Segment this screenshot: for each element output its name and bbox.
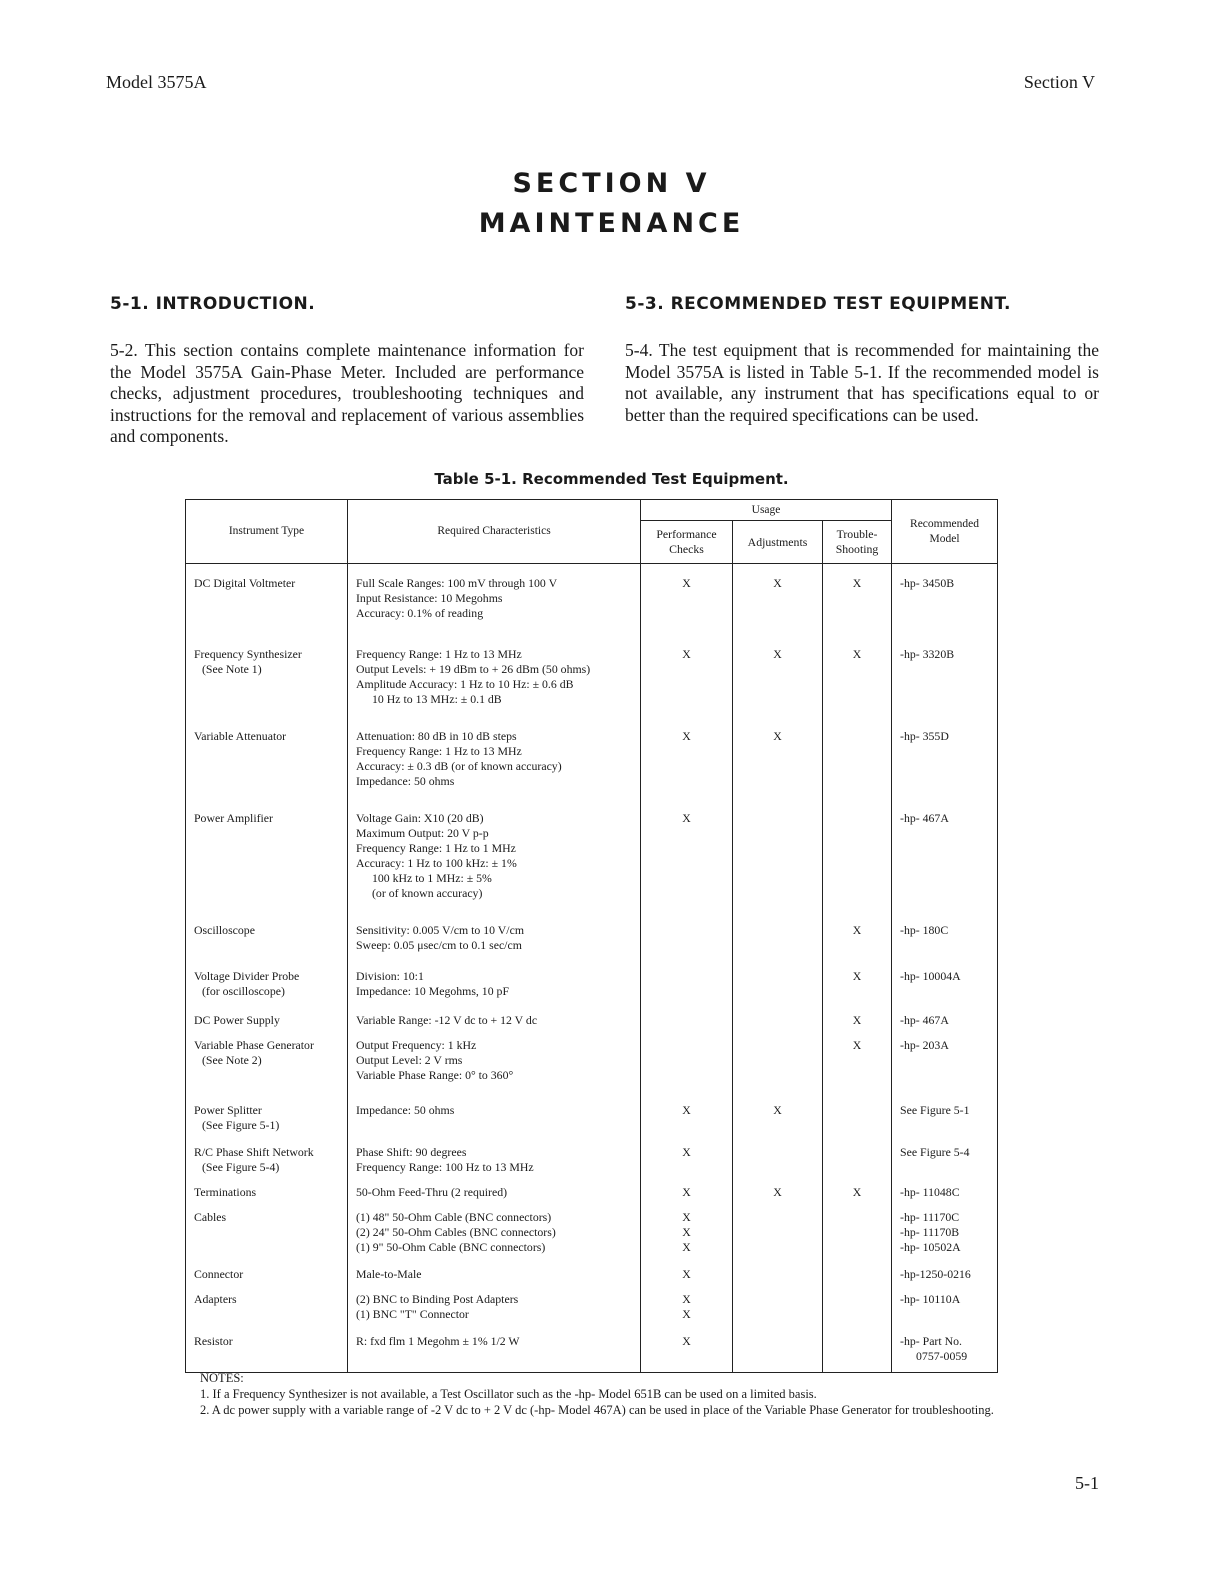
cell-instrument-type: [186, 789, 348, 901]
table-row: [186, 789, 998, 901]
table-row: [186, 1282, 998, 1322]
characteristic-line: Output Levels: + 19 dBm to + 26 dBm (50 ohms): [356, 662, 591, 676]
cell-usage-perf: X: [641, 707, 733, 789]
cell-usage-adj: [733, 1282, 823, 1322]
cell-usage-trbl: X: [823, 1175, 892, 1200]
cell-instrument-type: [186, 1133, 348, 1175]
instrument-name: Voltage Divider Probe: [194, 969, 300, 983]
header-usage: Usage: [641, 500, 892, 521]
cell-instrument-type: [186, 901, 348, 953]
cell-recommended-model: [892, 999, 998, 1028]
cell-recommended-model: [892, 564, 998, 622]
cell-recommended-model: [892, 1255, 998, 1282]
cell-usage-trbl: [823, 1282, 892, 1322]
note-1: 1. If a Frequency Synthesizer is not available, a Test Oscillator such as the -hp- Model 651B can be used on a limited basis.: [200, 1387, 817, 1401]
cell-usage-trbl: X: [823, 564, 892, 622]
cell-usage-perf: X: [641, 1133, 733, 1175]
characteristic-line: Accuracy: 0.1% of reading: [356, 606, 484, 620]
cell-characteristics: [348, 1322, 641, 1373]
characteristic-line: Output Level: 2 V rms: [356, 1053, 463, 1067]
characteristic-line: Output Frequency: 1 kHz: [356, 1038, 477, 1052]
cell-instrument-type: [186, 1322, 348, 1373]
characteristic-line: Impedance: 50 ohms: [356, 1103, 455, 1117]
cell-recommended-model: [892, 789, 998, 901]
cell-usage-trbl: X: [823, 953, 892, 999]
notes-title: NOTES:: [200, 1371, 244, 1385]
characteristic-line: Frequency Range: 1 Hz to 1 MHz: [356, 841, 516, 855]
instrument-note: (See Figure 5-1): [202, 1118, 280, 1132]
model-line: -hp- 3320B: [900, 647, 955, 661]
cell-usage-trbl: [823, 1322, 892, 1373]
cell-usage-perf: [641, 953, 733, 999]
characteristic-line: Frequency Range: 1 Hz to 13 MHz: [356, 647, 522, 661]
table-row: [186, 1322, 998, 1373]
cell-characteristics: [348, 1083, 641, 1133]
characteristic-line: Full Scale Ranges: 100 mV through 100 V: [356, 576, 558, 590]
instrument-name: Resistor: [194, 1334, 233, 1348]
cell-usage-perf: X X X: [641, 1200, 733, 1255]
cell-characteristics: [348, 707, 641, 789]
model-line: See Figure 5-4: [900, 1145, 970, 1159]
instrument-name: Oscilloscope: [194, 923, 255, 937]
instrument-name: Power Splitter: [194, 1103, 262, 1117]
table-row: [186, 1200, 998, 1255]
cell-recommended-model: [892, 1282, 998, 1322]
instrument-name: Variable Phase Generator: [194, 1038, 314, 1052]
cell-usage-adj: X: [733, 564, 823, 622]
instrument-name: Terminations: [194, 1185, 257, 1199]
note-2: 2. A dc power supply with a variable range of -2 V dc to + 2 V dc (-hp- Model 467A) can be used in place of the Variable Phase Generator for troubleshooting.: [200, 1403, 994, 1417]
cell-instrument-type: [186, 953, 348, 999]
characteristic-line: Variable Range: -12 V dc to + 12 V dc: [356, 1013, 538, 1027]
cell-instrument-type: [186, 1255, 348, 1282]
cell-usage-adj: X: [733, 1083, 823, 1133]
cell-usage-trbl: [823, 1083, 892, 1133]
table-title: Table 5-1. Recommended Test Equipment.: [434, 470, 789, 488]
header-section: Section V: [1023, 72, 1095, 92]
cell-usage-trbl: [823, 707, 892, 789]
table-row: [186, 564, 998, 622]
cell-recommended-model: [892, 1322, 998, 1373]
model-line: -hp- 3450B: [900, 576, 955, 590]
instrument-note: (See Note 2): [202, 1053, 262, 1067]
cell-characteristics: [348, 1175, 641, 1200]
table-row: [186, 1255, 998, 1282]
intro-paragraph: 5-2. This section contains complete maintenance information for the Model 3575A Gain-Phase Meter. Included are performance checks, adjustment procedures, troubleshooting techniques and instructions for the removal and replacement of various assemblies and components.: [110, 340, 584, 447]
characteristic-line: Input Resistance: 10 Megohms: [356, 591, 503, 605]
cell-instrument-type: [186, 1175, 348, 1200]
cell-characteristics: [348, 1133, 641, 1175]
header-adjustments: Adjustments: [733, 521, 823, 564]
instrument-name: R/C Phase Shift Network: [194, 1145, 314, 1159]
cell-usage-adj: X: [733, 1175, 823, 1200]
instrument-note: (for oscilloscope): [202, 984, 285, 998]
characteristic-line: Male-to-Male: [356, 1267, 422, 1281]
instrument-name: Variable Attenuator: [194, 729, 287, 743]
table-row: [186, 707, 998, 789]
cell-usage-trbl: [823, 1255, 892, 1282]
equipment-table: [185, 499, 998, 1373]
characteristic-line: (2) 24" 50-Ohm Cables (BNC connectors): [356, 1225, 556, 1239]
cell-usage-perf: [641, 999, 733, 1028]
characteristic-line: 100 kHz to 1 MHz: ± 5%: [372, 871, 492, 885]
instrument-name: Cables: [194, 1210, 227, 1224]
model-line: -hp- 11170B: [900, 1225, 960, 1239]
model-line: -hp- 180C: [900, 923, 949, 937]
cell-recommended-model: [892, 1083, 998, 1133]
header-performance-checks: Performance Checks: [641, 521, 733, 564]
model-line: -hp- 11048C: [900, 1185, 960, 1199]
characteristic-line: Sweep: 0.05 μsec/cm to 0.1 sec/cm: [356, 938, 522, 952]
cell-characteristics: [348, 789, 641, 901]
characteristic-line: Accuracy: ± 0.3 dB (or of known accuracy): [356, 759, 562, 773]
cell-usage-trbl: X: [823, 999, 892, 1028]
cell-usage-adj: X: [733, 621, 823, 707]
cell-instrument-type: [186, 1083, 348, 1133]
cell-usage-trbl: X: [823, 621, 892, 707]
characteristic-line: Attenuation: 80 dB in 10 dB steps: [356, 729, 517, 743]
cell-instrument-type: [186, 1282, 348, 1322]
cell-usage-trbl: [823, 1200, 892, 1255]
cell-characteristics: [348, 1255, 641, 1282]
cell-usage-adj: [733, 953, 823, 999]
cell-usage-adj: [733, 1028, 823, 1083]
characteristic-line: Sensitivity: 0.005 V/cm to 10 V/cm: [356, 923, 525, 937]
header-model: Model 3575A: [106, 72, 207, 92]
table-row: [186, 901, 998, 953]
characteristic-line: 10 Hz to 13 MHz: ± 0.1 dB: [372, 692, 502, 706]
table-body: [186, 564, 998, 1373]
cell-usage-perf: X: [641, 1255, 733, 1282]
cell-instrument-type: [186, 1028, 348, 1083]
instrument-note: (See Figure 5-4): [202, 1160, 280, 1174]
cell-usage-adj: [733, 1255, 823, 1282]
table-row: [186, 953, 998, 999]
cell-usage-perf: X: [641, 1322, 733, 1373]
cell-usage-perf: [641, 1028, 733, 1083]
characteristic-line: Variable Phase Range: 0° to 360°: [356, 1068, 514, 1082]
instrument-note: (See Note 1): [202, 662, 262, 676]
cell-usage-trbl: [823, 1133, 892, 1175]
table-row: [186, 1175, 998, 1200]
model-line: -hp- 203A: [900, 1038, 949, 1052]
cell-instrument-type: [186, 707, 348, 789]
instrument-name: DC Power Supply: [194, 1013, 280, 1027]
cell-usage-perf: X: [641, 789, 733, 901]
cell-usage-perf: X: [641, 621, 733, 707]
cell-usage-adj: [733, 1200, 823, 1255]
cell-usage-adj: [733, 901, 823, 953]
cell-usage-perf: X: [641, 1175, 733, 1200]
model-line: -hp- 10004A: [900, 969, 961, 983]
cell-characteristics: [348, 1028, 641, 1083]
characteristic-line: Phase Shift: 90 degrees: [356, 1145, 467, 1159]
cell-usage-adj: [733, 1133, 823, 1175]
characteristic-line: Division: 10:1: [356, 969, 424, 983]
cell-recommended-model: [892, 621, 998, 707]
model-line: 0757-0059: [916, 1349, 968, 1363]
characteristic-line: Impedance: 50 ohms: [356, 774, 455, 788]
cell-recommended-model: [892, 1175, 998, 1200]
instrument-name: Adapters: [194, 1292, 237, 1306]
header-troubleshooting: Trouble- Shooting: [823, 521, 892, 564]
page-title-maintenance: MAINTENANCE: [478, 208, 745, 239]
header-recommended-model: Recommended Model: [892, 500, 998, 564]
cell-usage-adj: [733, 999, 823, 1028]
notes: [200, 1370, 1000, 1418]
cell-instrument-type: [186, 564, 348, 622]
header-required-characteristics: Required Characteristics: [348, 500, 641, 564]
cell-characteristics: [348, 953, 641, 999]
model-line: -hp- 10110A: [900, 1292, 961, 1306]
cell-usage-trbl: X: [823, 901, 892, 953]
characteristic-line: (1) 9" 50-Ohm Cable (BNC connectors): [356, 1240, 546, 1254]
cell-instrument-type: [186, 1200, 348, 1255]
cell-recommended-model: [892, 707, 998, 789]
characteristic-line: Accuracy: 1 Hz to 100 kHz: ± 1%: [356, 856, 517, 870]
model-line: -hp- 355D: [900, 729, 949, 743]
instrument-name: Power Amplifier: [194, 811, 273, 825]
cell-characteristics: [348, 621, 641, 707]
characteristic-line: (1) 48" 50-Ohm Cable (BNC connectors): [356, 1210, 552, 1224]
cell-characteristics: [348, 901, 641, 953]
model-line: See Figure 5-1: [900, 1103, 970, 1117]
model-line: -hp-1250-0216: [900, 1267, 971, 1281]
cell-usage-perf: [641, 901, 733, 953]
characteristic-line: Frequency Range: 100 Hz to 13 MHz: [356, 1160, 534, 1174]
cell-recommended-model: [892, 901, 998, 953]
header-instrument-type: Instrument Type: [186, 500, 348, 564]
table-row: [186, 1133, 998, 1175]
characteristic-line: Impedance: 10 Megohms, 10 pF: [356, 984, 510, 998]
equipment-paragraph: 5-4. The test equipment that is recommended for maintaining the Model 3575A is listed in Table 5-1. If the recommended model is not available, any instrument that has specifications equal to or better than the required specifications can be used.: [625, 340, 1099, 425]
table-row: [186, 621, 998, 707]
characteristic-line: (or of known accuracy): [372, 886, 483, 900]
cell-recommended-model: [892, 1028, 998, 1083]
cell-characteristics: [348, 1200, 641, 1255]
cell-instrument-type: [186, 621, 348, 707]
cell-recommended-model: [892, 953, 998, 999]
cell-recommended-model: [892, 1200, 998, 1255]
characteristic-line: Amplitude Accuracy: 1 Hz to 10 Hz: ± 0.6 dB: [356, 677, 574, 691]
model-line: -hp- 10502A: [900, 1240, 961, 1254]
cell-recommended-model: [892, 1133, 998, 1175]
cell-characteristics: [348, 564, 641, 622]
cell-usage-adj: [733, 789, 823, 901]
characteristic-line: Maximum Output: 20 V p-p: [356, 826, 489, 840]
characteristic-line: R: fxd flm 1 Megohm ± 1% 1/2 W: [356, 1334, 520, 1348]
cell-usage-perf: X: [641, 564, 733, 622]
cell-characteristics: [348, 1282, 641, 1322]
characteristic-line: (1) BNC "T" Connector: [356, 1307, 469, 1321]
instrument-name: Connector: [194, 1267, 244, 1281]
instrument-name: Frequency Synthesizer: [194, 647, 302, 661]
table-row: [186, 1083, 998, 1133]
cell-usage-adj: [733, 1322, 823, 1373]
table-row: [186, 999, 998, 1028]
intro-heading: 5-1. INTRODUCTION.: [110, 294, 316, 314]
characteristic-line: 50-Ohm Feed-Thru (2 required): [356, 1185, 508, 1199]
page-number: 5-1: [1075, 1473, 1099, 1493]
cell-usage-trbl: X: [823, 1028, 892, 1083]
model-line: -hp- Part No.: [900, 1334, 962, 1348]
characteristic-line: (2) BNC to Binding Post Adapters: [356, 1292, 519, 1306]
cell-characteristics: [348, 999, 641, 1028]
cell-usage-trbl: [823, 789, 892, 901]
cell-instrument-type: [186, 999, 348, 1028]
model-line: -hp- 467A: [900, 1013, 949, 1027]
table-row: [186, 1028, 998, 1083]
model-line: -hp- 467A: [900, 811, 949, 825]
page-title-section: SECTION V: [512, 168, 711, 199]
equipment-heading: 5-3. RECOMMENDED TEST EQUIPMENT.: [625, 294, 1011, 314]
cell-usage-perf: X X: [641, 1282, 733, 1322]
model-line: -hp- 11170C: [900, 1210, 960, 1224]
cell-usage-perf: X: [641, 1083, 733, 1133]
instrument-name: DC Digital Voltmeter: [194, 576, 296, 590]
characteristic-line: Voltage Gain: X10 (20 dB): [356, 811, 484, 825]
characteristic-line: Frequency Range: 1 Hz to 13 MHz: [356, 744, 522, 758]
cell-usage-adj: X: [733, 707, 823, 789]
